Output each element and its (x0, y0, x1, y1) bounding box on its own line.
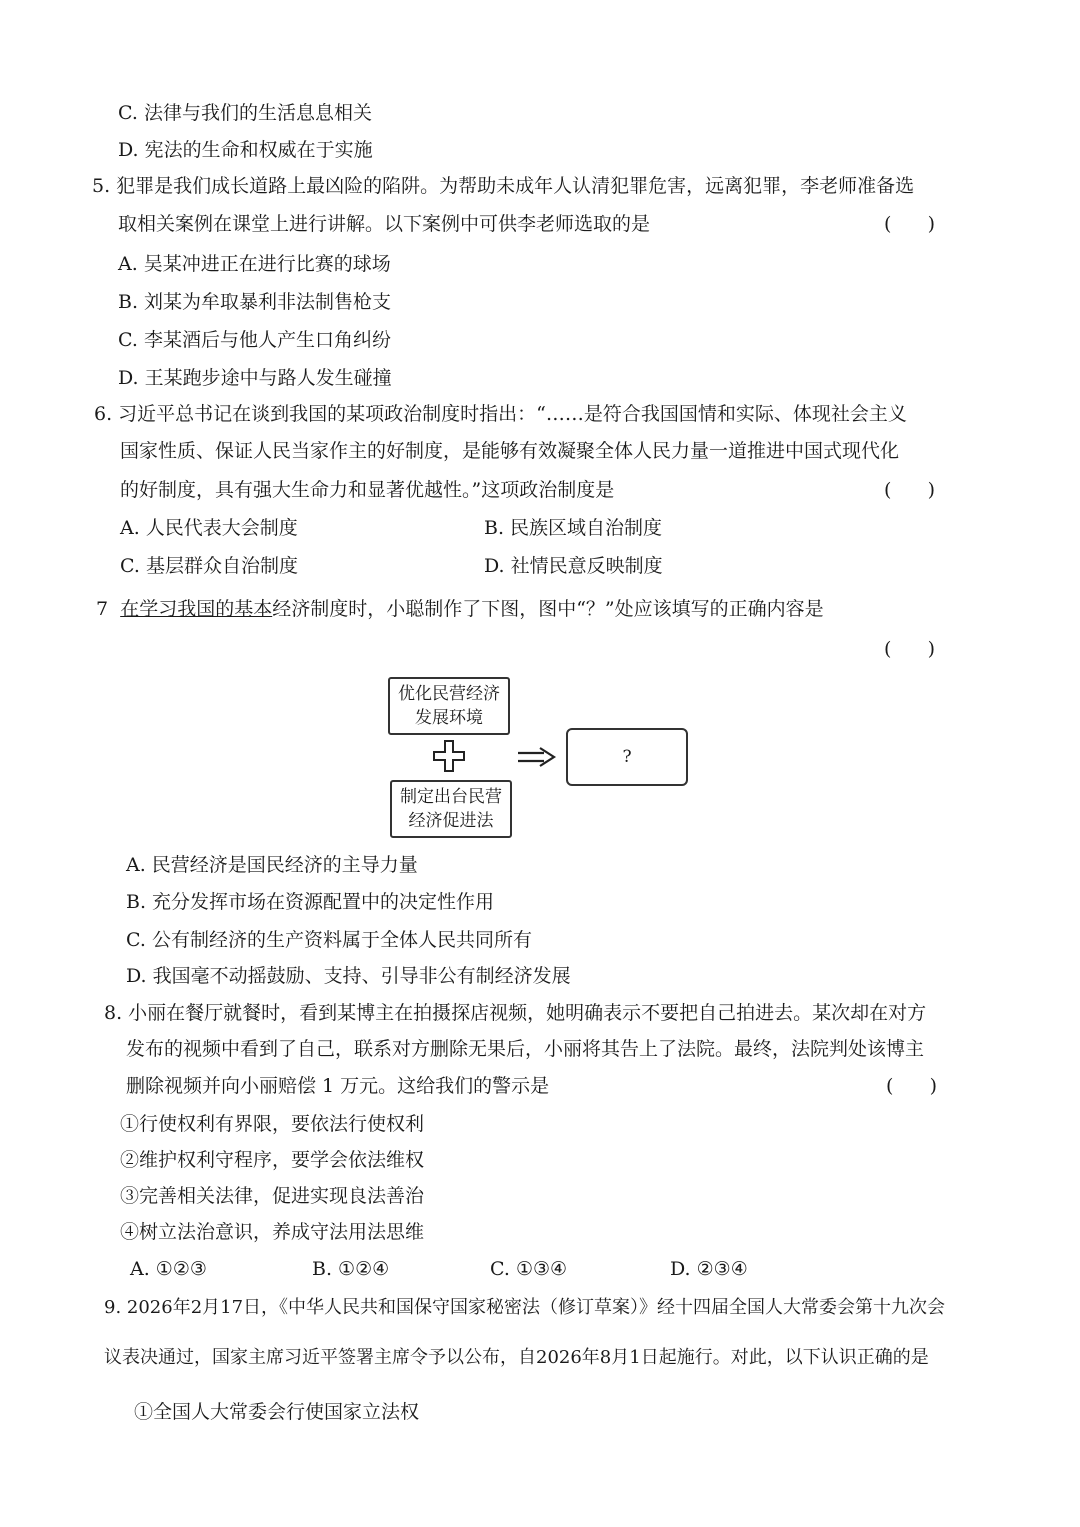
q8-stem-line1: 8. 小丽在餐厅就餐时，看到某博主在拍摄探店视频，她明确表示不要把自己拍进去。某次却在对方 (104, 1002, 927, 1024)
diagram-box2-line1: 制定出台民营 (400, 787, 502, 807)
q7-answer-paren: ( ) (884, 638, 936, 660)
q4-option-d: D. 宪法的生命和权威在于实施 (118, 139, 373, 161)
diagram-box-private-economy-law (390, 780, 512, 838)
diagram-box1-line2: 发展环境 (415, 708, 483, 728)
q8-option-a: A. ①②③ (130, 1258, 207, 1280)
q4-option-c: C. 法律与我们的生活息息相关 (118, 102, 372, 124)
q6-stem-line1: 6. 习近平总书记在谈到我国的某项政治制度时指出：“……是符合我国国情和实际、体现社会主义 (94, 403, 907, 425)
q8-statement-4: ④树立法治意识，养成守法用法思维 (120, 1221, 425, 1243)
q6-stem-line3: 的好制度，具有强大生命力和显著优越性。”这项政治制度是 (120, 479, 615, 501)
q6-option-d: D. 社情民意反映制度 (484, 555, 663, 577)
q5-option-b: B. 刘某为牟取暴利非法制售枪支 (118, 291, 392, 313)
q8-statement-2: ②维护权利守程序，要学会依法维权 (120, 1149, 425, 1171)
q8-option-d: D. ②③④ (670, 1258, 748, 1280)
q8-stem-line2: 发布的视频中看到了自己，联系对方删除无果后，小丽将其告上了法院。最终，法院判处该博主 (126, 1038, 925, 1060)
q5-option-d: D. 王某跑步途中与路人发生碰撞 (118, 367, 392, 389)
q7-stem-rest: 经济制度时，小聪制作了下图，图中“？”处应该填写的正确内容是 (272, 598, 824, 620)
q8-option-c: C. ①③④ (490, 1258, 568, 1280)
q6-option-c: C. 基层群众自治制度 (120, 555, 298, 577)
q6-stem-line2: 国家性质、保证人民当家作主的好制度，是能够有效凝聚全体人民力量一道推进中国式现代化 (120, 440, 900, 462)
q8-statement-3: ③完善相关法律，促进实现良法善治 (120, 1185, 425, 1207)
q5-stem-line2: 取相关案例在课堂上进行讲解。以下案例中可供李老师选取的是 (118, 213, 651, 235)
q6-option-a: A. 人民代表大会制度 (120, 517, 298, 539)
q8-answer-paren: ( ) (886, 1075, 938, 1097)
q8-statement-1: ①行使权利有界限，要依法行使权利 (120, 1113, 425, 1135)
diagram-question-mark: ? (622, 747, 632, 767)
plus-icon (432, 739, 466, 773)
q5-answer-paren: ( ) (884, 213, 936, 235)
q7-option-d: D. 我国毫不动摇鼓励、支持、引导非公有制经济发展 (126, 965, 571, 987)
q7-number: 7 (96, 598, 109, 620)
q7-option-c: C. 公有制经济的生产资料属于全体人民共同所有 (126, 929, 532, 951)
q7-option-b: B. 充分发挥市场在资源配置中的决定性作用 (126, 891, 495, 913)
q6-answer-paren: ( ) (884, 479, 936, 501)
q7-option-a: A. 民营经济是国民经济的主导力量 (126, 854, 418, 876)
q6-option-b: B. 民族区域自治制度 (484, 517, 663, 539)
q9-stem-line2: 议表决通过，国家主席习近平签署主席令予以公布，自2026年8月1日起施行。对此，以下认识正确的是 (104, 1347, 929, 1368)
q7-stem-underlined: 在学习我国的基本 (120, 598, 273, 620)
q5-option-c: C. 李某酒后与他人产生口角纠纷 (118, 329, 391, 351)
double-arrow-icon (516, 745, 558, 769)
q8-option-b: B. ①②④ (312, 1258, 390, 1280)
diagram-box-optimize-environment (388, 677, 510, 735)
q5-option-a: A. 吴某冲进正在进行比赛的球场 (118, 253, 391, 275)
q8-stem-line3: 删除视频并向小丽赔偿 1 万元。这给我们的警示是 (126, 1075, 550, 1097)
q9-statement-1: ①全国人大常委会行使国家立法权 (134, 1401, 420, 1423)
q5-stem-line1: 5. 犯罪是我们成长道路上最凶险的陷阱。为帮助未成年人认清犯罪危害，远离犯罪，李老师准备选 (92, 175, 915, 197)
q7-stem (96, 596, 824, 622)
diagram-box2-line2: 经济促进法 (408, 811, 494, 831)
q9-stem-line1: 9. 2026年2月17日，《中华人民共和国保守国家秘密法（修订草案）》经十四届全国人大常委会第十九次会 (104, 1297, 946, 1318)
diagram-box1-line1: 优化民营经济 (398, 684, 500, 704)
diagram-result-box (566, 728, 688, 786)
